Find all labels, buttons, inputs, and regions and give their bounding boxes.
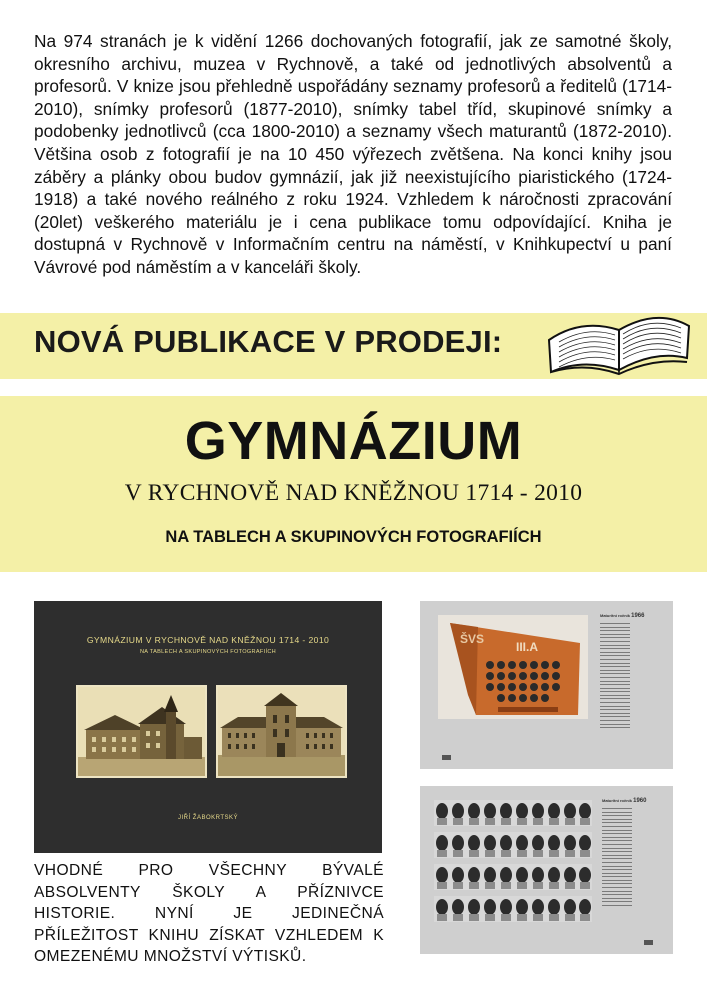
spread-name-list xyxy=(602,808,632,909)
svg-text:III.A: III.A xyxy=(516,640,539,654)
cover-photo-old-building xyxy=(76,685,207,778)
announcement-title: NOVÁ PUBLIKACE V PRODEJI: xyxy=(34,324,503,359)
book-cover xyxy=(34,601,382,853)
book-tagline: NA TABLECH A SKUPINOVÝCH FOTOGRAFIÍCH xyxy=(165,528,542,546)
closing-paragraph: VHODNÉ PRO VŠECHNY BÝVALÉ ABSOLVENTY ŠKOLY A PŘÍZNIVCE HISTORIE. NYNÍ JE JEDINEČNÁ PŘÍLEŽITOST KNIHU ZÍSKAT VZHLEDEM K OMEZENÉMU MNOŽSTVÍ VÝTISKŮ. xyxy=(34,862,384,965)
intro-paragraph: Na 974 stranách je k vidění 1266 dochovaných fotografií, jak ze samotné školy, okresního archivu, muzea v Rychnově, a také od jednotlivých absolventů a profesorů. V knize jsou přehledně uspořádány seznamy profesorů a ředitelů (1714- 2010), snímky profesorů (1877-2010), snímky tabel tříd, skupinové snímky a podobenky jednotlivců (cca 1800-2010) a seznamy všech maturantů (1872-2010). Většina osob z fotografií je na 10 450 výřezech zvětšena. Na konci knihy jsou záběry a plánky obou budov gymnázií, jak již neexistujícího piaristického (1724-1918) a také nového reálného z roku 1924. Vzhledem k náročnosti zpracování (20let) veškerého materiálu je i cena publikace tomu odpovídající. Kniha je dostupná v Rychnově v Informačním centru na náměstí, v Knihkupectví u paní Vávrové pod náměstím a v kanceláři školy. xyxy=(34,31,672,277)
cover-subtitle: NA TABLECH A SKUPINOVÝCH FOTOGRAFIÍCH xyxy=(139,649,277,655)
cover-title: GYMNÁZIUM V RYCHNOVĚ NAD KNĚŽNOU 1714 - 2010 xyxy=(86,635,330,645)
book-title: GYMNÁZIUM xyxy=(184,411,523,471)
cover-author: JIŘÍ ŽABOKRTSKÝ xyxy=(177,815,239,821)
spread-heading: Maturitní ročník 1960 xyxy=(602,798,647,804)
cover-photo-new-building xyxy=(216,685,347,778)
tablo-photo xyxy=(438,615,588,719)
spread-year: 1966 xyxy=(631,613,645,619)
spread-year: 1960 xyxy=(633,798,647,804)
svg-text:ŠVS: ŠVS xyxy=(460,632,485,646)
portrait-grid-photo xyxy=(434,800,592,930)
spread-name-list xyxy=(600,623,630,731)
spread-page-number xyxy=(442,755,451,760)
book-subtitle: V RYCHNOVĚ NAD KNĚŽNOU 1714 - 2010 xyxy=(124,480,583,506)
book-spread-portraits xyxy=(420,786,673,954)
book-spread-tablo xyxy=(420,601,673,769)
open-book-icon xyxy=(545,300,693,380)
spread-page-number xyxy=(644,940,653,945)
spread-heading: Maturitní ročník 1966 xyxy=(600,613,645,619)
